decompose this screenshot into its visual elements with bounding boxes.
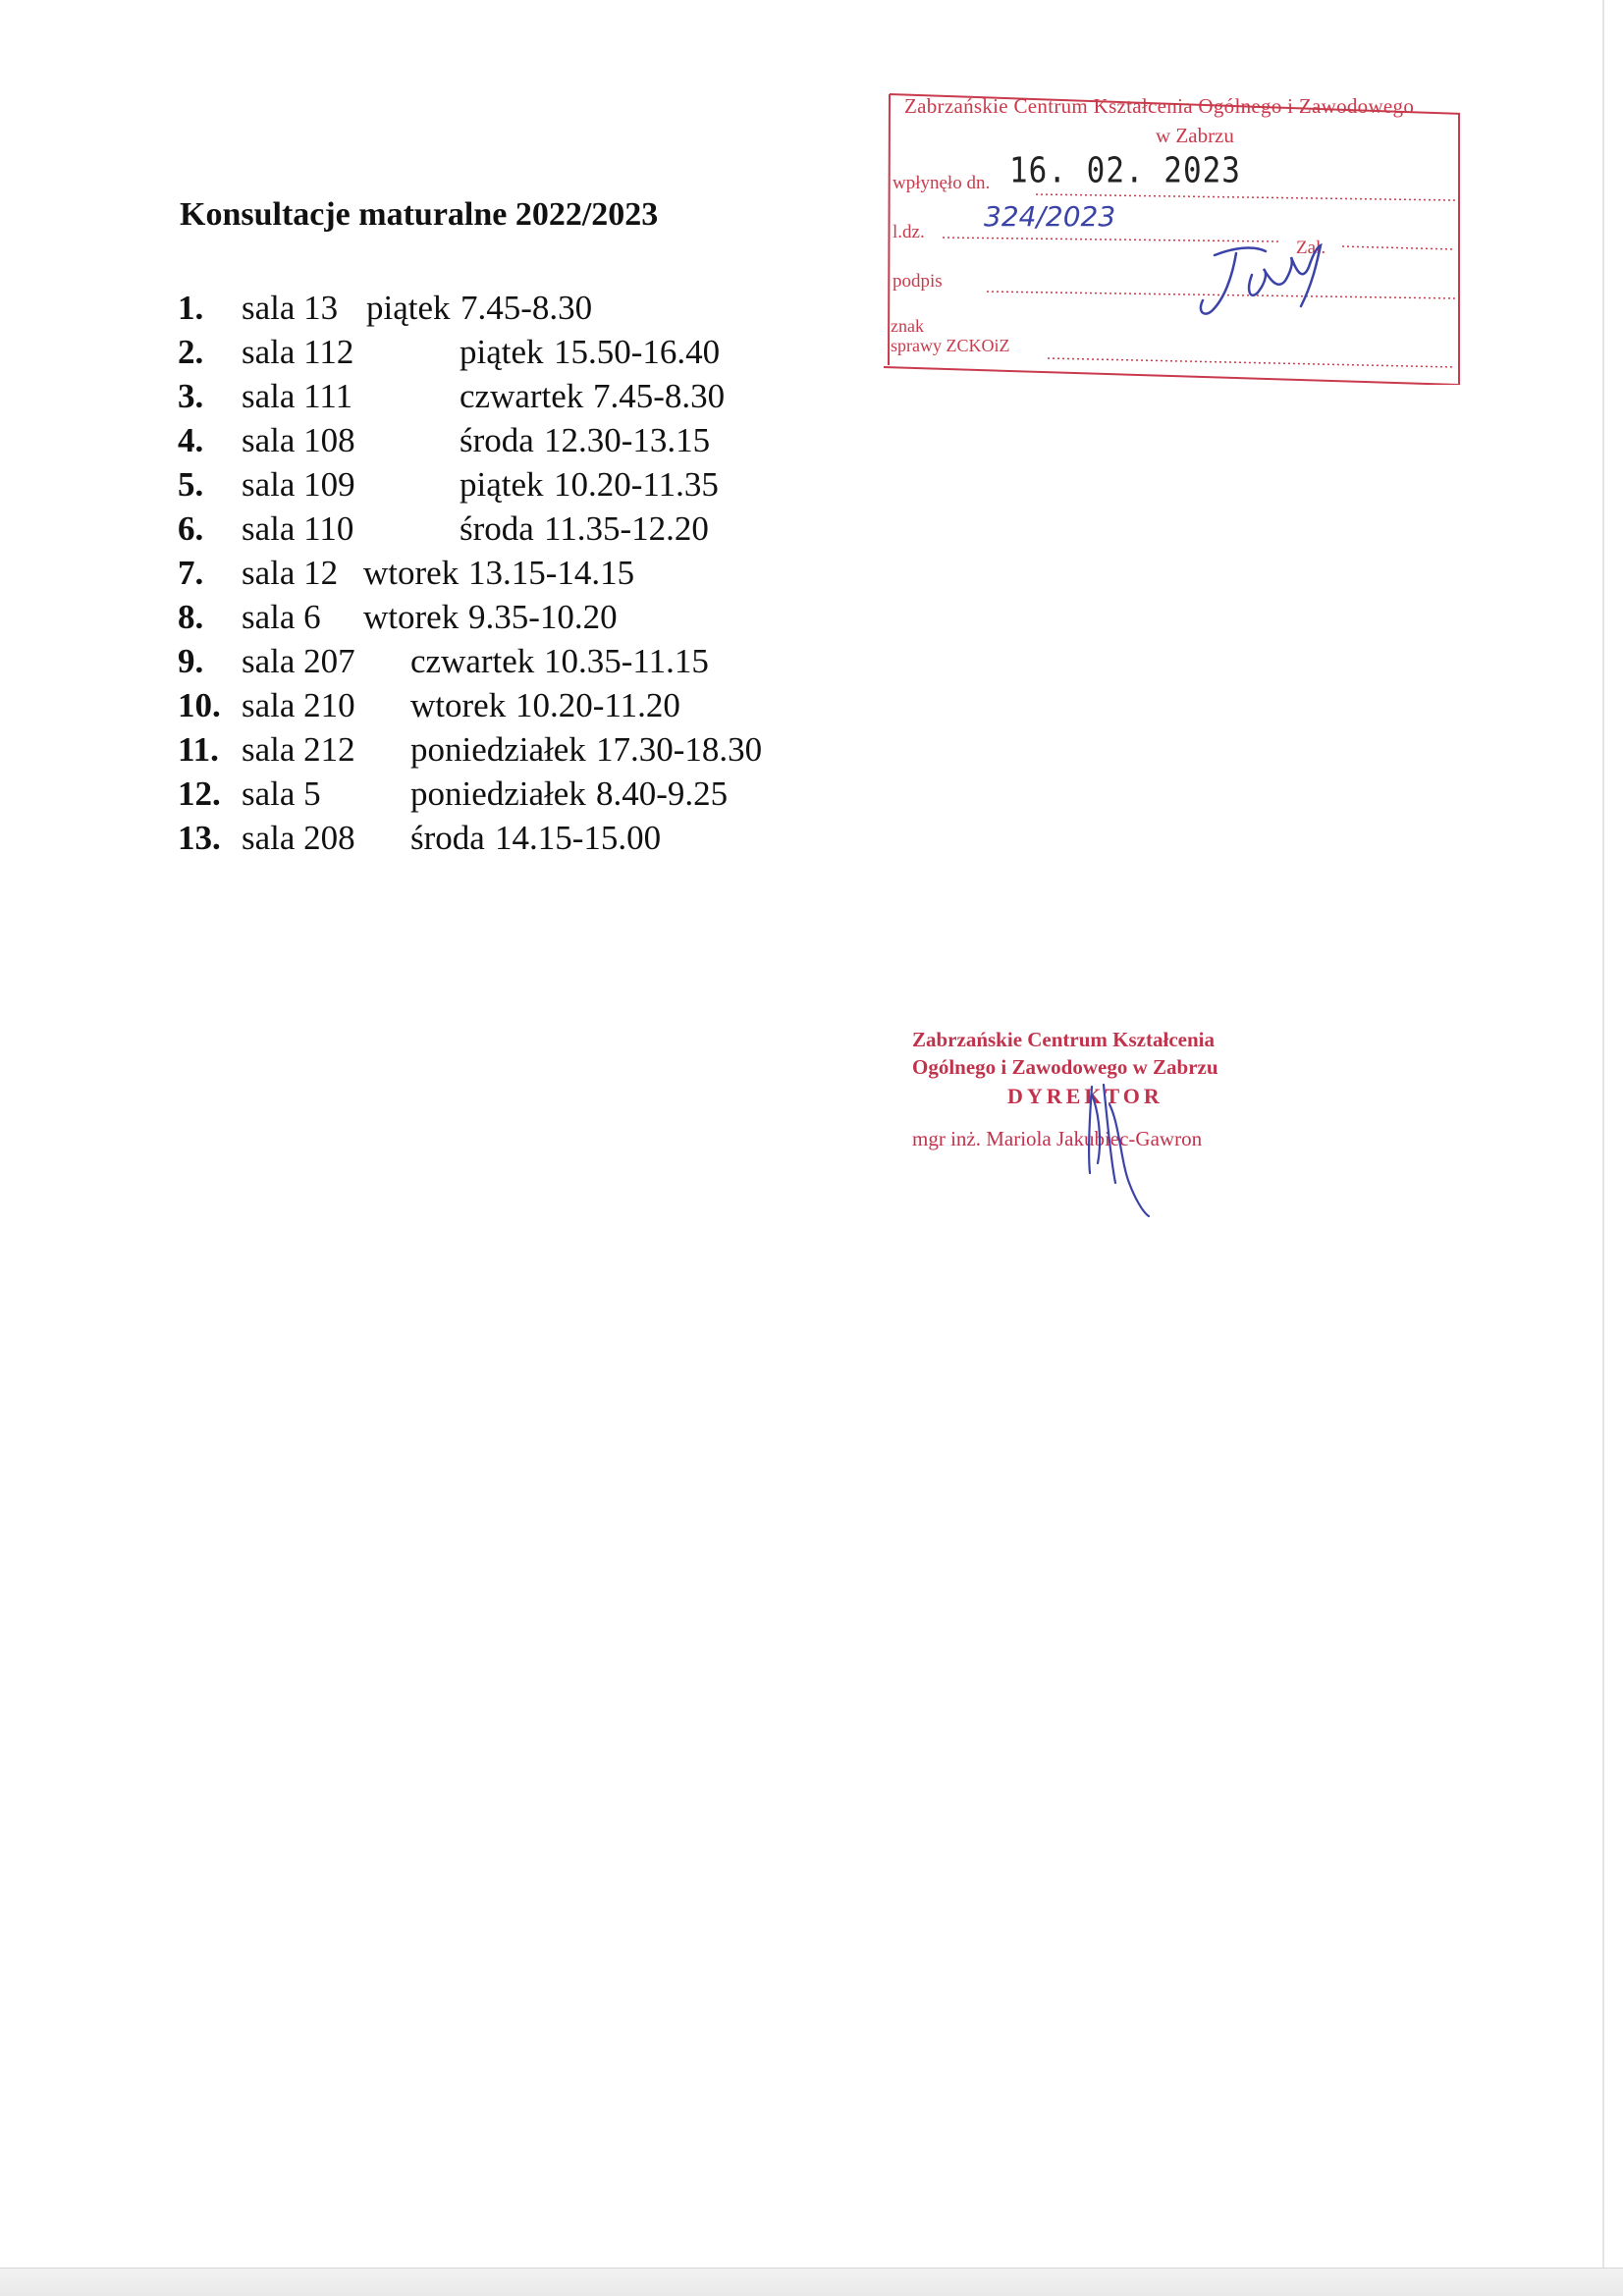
schedule-row-day: środa <box>460 421 534 459</box>
schedule-row-day: środa <box>460 509 534 548</box>
schedule-row-room: sala 109 <box>242 465 355 504</box>
ldz-value: 324/2023 <box>984 200 1116 233</box>
schedule-row-room: sala 208 <box>242 819 355 857</box>
schedule-row <box>178 377 865 416</box>
schedule-row-room: sala 110 <box>242 509 354 548</box>
schedule-row-number: 6. <box>178 509 204 548</box>
registry-stamp-city: w Zabrzu <box>1156 124 1234 147</box>
schedule-row <box>178 642 865 681</box>
schedule-row-room: sala 6 <box>242 598 321 636</box>
schedule-row-number: 12. <box>178 774 221 813</box>
schedule-row <box>178 333 865 372</box>
schedule-row-time: 13.15-14.15 <box>468 554 635 592</box>
schedule-row-number: 10. <box>178 686 221 724</box>
page-edge <box>1602 0 1604 2295</box>
signature-label: podpis <box>893 271 943 292</box>
schedule-row-day: wtorek <box>410 686 507 724</box>
registry-stamp-institution: Zabrzańskie Centrum Kształcenia Ogólnego i Zawodowego <box>904 94 1415 118</box>
attachment-label: Zał. <box>1296 238 1326 258</box>
schedule-row-room: sala 108 <box>242 421 355 459</box>
ldz-label: l.dz. <box>893 222 925 242</box>
schedule-row-time: 11.35-12.20 <box>544 509 709 548</box>
schedule-row-time: 7.45-8.30 <box>593 377 726 415</box>
schedule-row-room: sala 13 <box>242 289 339 327</box>
schedule-row-room: sala 5 <box>242 774 321 813</box>
schedule-row-day: piątek <box>460 465 544 504</box>
schedule-row-room: sala 112 <box>242 333 354 371</box>
schedule-row-day: wtorek <box>363 554 460 592</box>
schedule-row <box>178 289 865 328</box>
schedule-row-time: 8.40-9.25 <box>596 774 729 813</box>
schedule-row-number: 4. <box>178 421 204 459</box>
director-institution-line2: Ogólnego i Zawodowego w Zabrzu <box>912 1055 1218 1079</box>
schedule-row-number: 1. <box>178 289 204 327</box>
schedule-row-day: piątek <box>460 333 544 371</box>
schedule-row-number: 13. <box>178 819 221 857</box>
schedule-row <box>178 421 865 460</box>
schedule-row-number: 11. <box>178 730 219 769</box>
schedule-row <box>178 509 865 549</box>
schedule-row-day: poniedziałek <box>410 730 586 769</box>
schedule-row-number: 9. <box>178 642 204 680</box>
schedule-row-room: sala 111 <box>242 377 353 415</box>
document-title: Konsultacje maturalne 2022/2023 <box>180 196 659 233</box>
schedule-row-time: 12.30-13.15 <box>544 421 711 459</box>
schedule-row <box>178 465 865 505</box>
director-stamp <box>909 1016 1302 1222</box>
schedule-row <box>178 730 865 770</box>
schedule-row-day: czwartek <box>410 642 535 680</box>
schedule-row-day: piątek <box>366 289 451 327</box>
schedule-row-number: 5. <box>178 465 204 504</box>
case-label-line1: znak <box>891 316 924 336</box>
schedule-row-time: 7.45-8.30 <box>460 289 593 327</box>
schedule-row-time: 10.20-11.20 <box>515 686 680 724</box>
schedule-row <box>178 686 865 725</box>
case-label-line2: sprawy ZCKOiZ <box>891 336 1010 355</box>
schedule-row-day: wtorek <box>363 598 460 636</box>
schedule-row-number: 7. <box>178 554 204 592</box>
schedule-row-time: 15.50-16.40 <box>554 333 721 371</box>
schedule-row-number: 3. <box>178 377 204 415</box>
schedule-row-day: poniedziałek <box>410 774 586 813</box>
schedule-row-time: 14.15-15.00 <box>495 819 662 857</box>
schedule-row-day: środa <box>410 819 485 857</box>
director-role: DYREKTOR <box>1007 1084 1163 1108</box>
schedule-row-time: 10.20-11.35 <box>554 465 719 504</box>
schedule-row-time: 9.35-10.20 <box>468 598 618 636</box>
schedule-row-number: 8. <box>178 598 204 636</box>
schedule-row-number: 2. <box>178 333 204 371</box>
schedule-row-time: 10.35-11.15 <box>544 642 709 680</box>
received-date: 16. 02. 2023 <box>1009 150 1241 191</box>
schedule-row <box>178 554 865 593</box>
scan-bottom-strip <box>0 2268 1623 2296</box>
schedule-row <box>178 819 865 858</box>
schedule-row-room: sala 212 <box>242 730 355 769</box>
received-label: wpłynęło dn. <box>893 173 991 193</box>
schedule-row-room: sala 12 <box>242 554 339 592</box>
schedule-row-room: sala 207 <box>242 642 355 680</box>
schedule-row-room: sala 210 <box>242 686 355 724</box>
schedule-row-day: czwartek <box>460 377 584 415</box>
director-institution-line1: Zabrzańskie Centrum Kształcenia <box>912 1028 1215 1051</box>
schedule-row <box>178 598 865 637</box>
schedule-row-time: 17.30-18.30 <box>596 730 763 769</box>
schedule-row <box>178 774 865 814</box>
director-name: mgr inż. Mariola Jakubiec-Gawron <box>912 1127 1203 1150</box>
registry-stamp <box>881 90 1460 385</box>
